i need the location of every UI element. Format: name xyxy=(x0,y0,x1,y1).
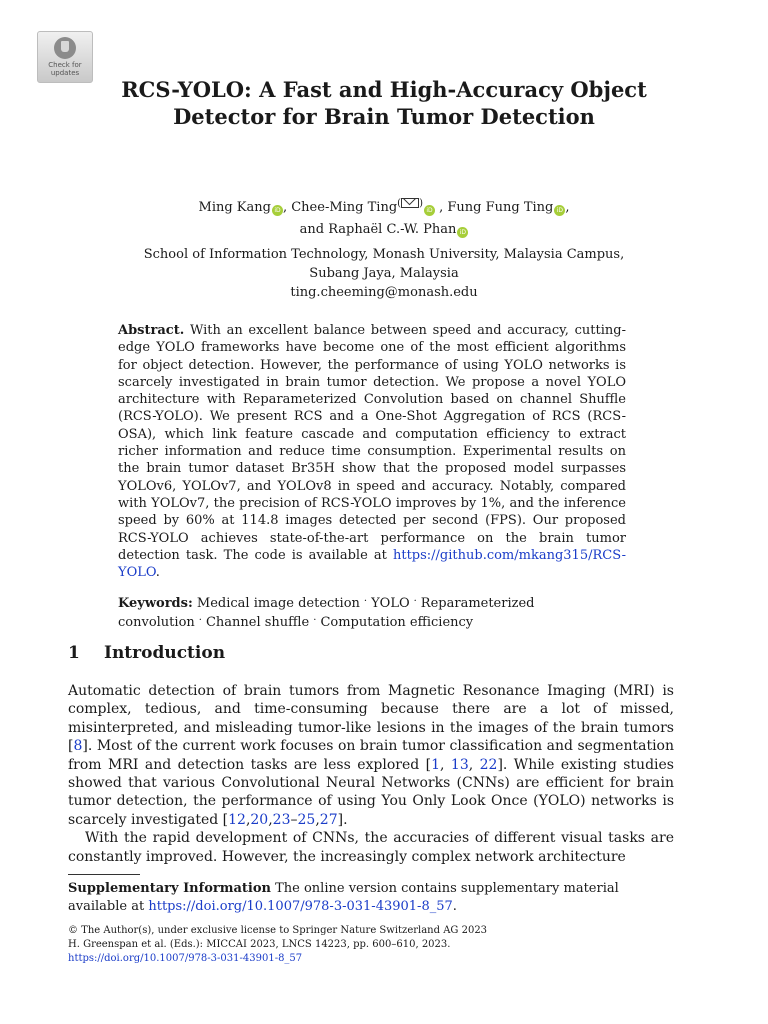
footnote-label: Supplementary Information xyxy=(68,881,271,896)
keyword: Medical image detection xyxy=(196,596,360,611)
keywords xyxy=(118,593,626,631)
envelope-icon[interactable] xyxy=(401,198,419,208)
copyright-line: H. Greenspan et al. (Eds.): MICCAI 2023, LNCS 14223, pp. 600–610, 2023. xyxy=(68,939,451,950)
citation-link[interactable]: 20 xyxy=(250,811,269,828)
abstract-text: With an excellent balance between speed and accuracy, cutting-edge YOLO frameworks have become one of the most efficient algorithms for object detection. However, the performance of using YOLO networks is scarcely investigated in brain tumor detection. We propose a novel YOLO architecture with Reparameterized Convolution based on channel Shuffle (RCS-YOLO). We present RCS and a One-Shot Aggregation of RCS (RCS-OSA), which link feature cascade and computation efficiency to extract richer information and reduce time consumption. Experimental results on the brain tumor dataset Br35H show that the proposed model surpasses YOLOv6, YOLOv7, and YOLOv8 in speed and accuracy. Notably, compared with YOLOv7, the precision of RCS-YOLO improves by 1%, and the inference speed by 60% at 114.8 images detected per second (FPS). Our proposed RCS-YOLO achieves state-of-the-art performance on the brain tumor detection task. The code is available at xyxy=(118,323,626,563)
check-for-updates-label: Check for updates xyxy=(48,61,82,77)
copyright-line: © The Author(s), under exclusive license to Springer Nature Switzerland AG 2023 xyxy=(68,925,488,936)
keyword-separator: · xyxy=(413,596,417,607)
copyright-notice xyxy=(68,924,678,966)
footnote-text: The online version contains supplementary material available at xyxy=(68,881,619,914)
footnote-divider xyxy=(68,874,140,875)
keyword-separator: · xyxy=(198,615,202,626)
citation-link[interactable]: 8 xyxy=(73,738,83,755)
paragraph-text: Automatic detection of brain tumors from Magnetic Resonance Imaging (MRI) is complex, tedious, and time-consuming because there are a lot of missed, misinterpreted, and misleading tumor-like lesions in the images of the brain tumors [ xyxy=(68,683,674,755)
abstract-label: Abstract. xyxy=(118,323,185,338)
citation-link[interactable]: 23 xyxy=(272,811,291,828)
author-name: Fung Fung Ting xyxy=(447,200,554,215)
supplementary-footnote xyxy=(68,880,678,916)
author-name: Ming Kang xyxy=(198,200,271,215)
orcid-icon[interactable]: iD xyxy=(457,227,468,238)
keyword: Computation efficiency xyxy=(320,615,474,630)
citation-link[interactable]: 22 xyxy=(479,756,498,773)
orcid-icon[interactable]: iD xyxy=(424,205,435,216)
section-heading xyxy=(68,642,225,664)
citation-link[interactable]: 12 xyxy=(228,811,246,828)
code-link[interactable]: https://github.com/mkang315/RCS-YOLO xyxy=(118,547,626,581)
bookmark-icon xyxy=(54,37,76,59)
paragraph-text: With the rapid development of CNNs, the accuracies of different visual tasks are constantly improved. However, the increasingly complex network architecture xyxy=(68,830,674,865)
paragraph-text: ]. Most of the current work focuses on brain tumor classification and segmentation from MRI and detection tasks are less explored [ xyxy=(68,738,674,773)
section-number: 1 xyxy=(68,643,80,663)
author-name: and Raphaël C.-W. Phan xyxy=(299,222,457,237)
citation-link[interactable]: 1 xyxy=(431,756,441,773)
author-list: Ming Kang iD , Chee-Ming Ting( )iD , Fung Fung Ting iD , and Raphaël C.-W. Phan iD xyxy=(198,198,570,237)
paragraph-text: ]. While existing studies showed that various Convolutional Neural Networks (CNNs) are efficient for brain tumor detection, the performance of using You Only Look Once (YOLO) networks is scarcely investigated [ xyxy=(68,756,674,828)
footnote-end: . xyxy=(452,899,457,914)
author-email[interactable]: ting.cheeming@monash.edu xyxy=(290,285,478,300)
citation-link[interactable]: 25 xyxy=(297,811,316,828)
paragraph-text: ]. xyxy=(337,811,348,828)
keyword: YOLO xyxy=(371,596,410,611)
superscript-close: ) xyxy=(419,198,423,209)
supplementary-link[interactable]: https://doi.org/10.1007/978-3-031-43901-8_57 xyxy=(148,899,453,914)
citation-link[interactable]: 27 xyxy=(319,811,338,828)
body-text: Automatic detection of brain tumors from Magnetic Resonance Imaging (MRI) is complex, tedious, and time-consuming because there are a lot of missed, misinterpreted, and misleading tumor-like lesions in the images of the brain tumors [8]. Most of the current work focuses on brain tumor classification and segmentation from MRI and detection tasks are less explored [1, 13, 22]. While existing studies showed that various Convolutional Neural Networks (CNNs) are efficient for brain tumor detection, the performance of using You Only Look Once (YOLO) networks is scarcely investigated [12,20,23–25,27]. With the rapid development of CNNs, the accuracies of different visual tasks are constantly improved. However, the increasingly complex network architecture xyxy=(68,683,674,865)
citation-link[interactable]: 13 xyxy=(450,756,469,773)
affiliation xyxy=(100,245,668,302)
paper-title: RCS-YOLO: A Fast and High-Accuracy Object Detector for Brain Tumor Detection xyxy=(121,77,647,129)
orcid-icon[interactable]: iD xyxy=(554,205,565,216)
doi-link[interactable]: https://doi.org/10.1007/978-3-031-43901-8_57 xyxy=(68,953,303,964)
keyword: Reparameterized convolution xyxy=(118,596,535,630)
abstract-end: . xyxy=(155,565,160,581)
affiliation-line: School of Information Technology, Monash University, Malaysia Campus, xyxy=(143,247,625,262)
check-for-updates-badge[interactable] xyxy=(37,31,93,83)
orcid-icon[interactable]: iD xyxy=(272,205,283,216)
keyword-separator: · xyxy=(363,596,368,607)
keyword-separator: · xyxy=(313,615,317,626)
keywords-label: Keywords: xyxy=(118,596,193,611)
abstract xyxy=(118,322,626,581)
author-name: Chee-Ming Ting xyxy=(291,200,398,215)
keyword: Channel shuffle xyxy=(205,615,310,630)
affiliation-line: Subang Jaya, Malaysia xyxy=(309,266,459,281)
section-title: Introduction xyxy=(104,643,226,663)
superscript-open: ( xyxy=(397,198,402,209)
